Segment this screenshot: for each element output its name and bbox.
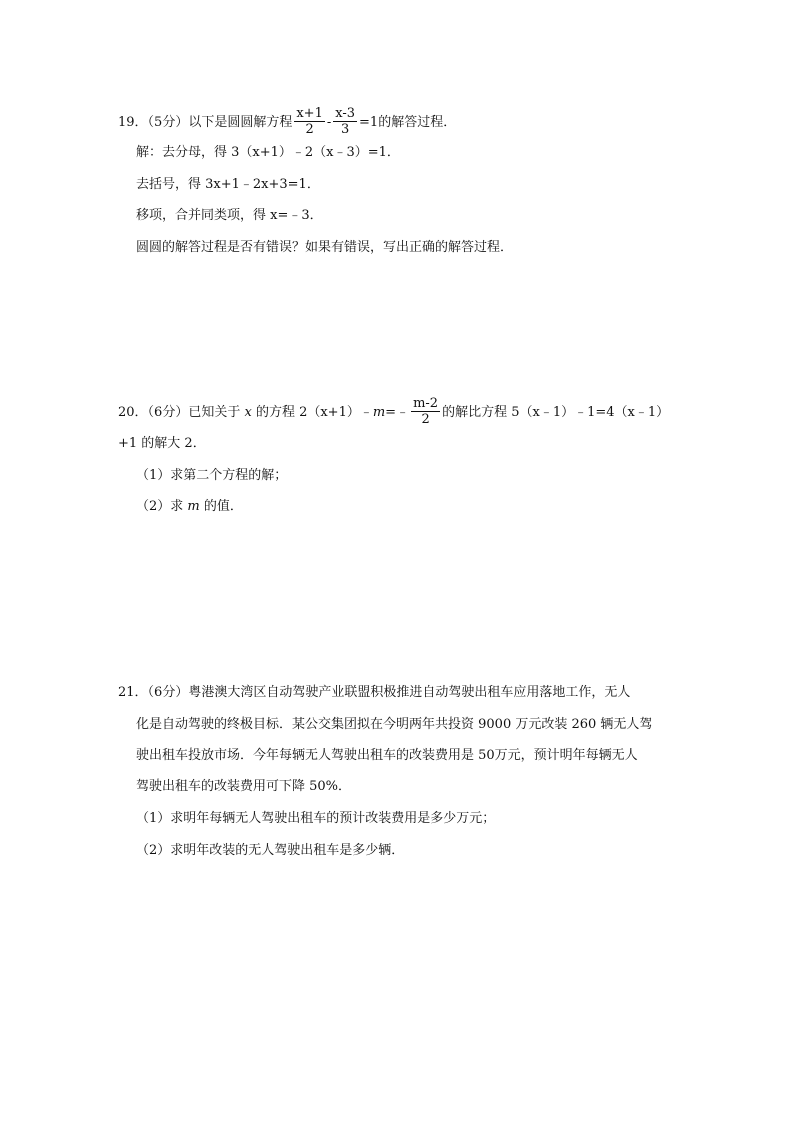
q20-fraction-numerator: m-2 (413, 396, 439, 411)
q19-fraction-2 (333, 106, 357, 137)
q20-text-c: =﹣ (385, 405, 410, 420)
q20-sub-2-a: （2）求 (136, 499, 188, 514)
q19-fraction-1 (294, 106, 325, 137)
q20-fraction (411, 396, 440, 427)
q19-fraction-2-numerator: x-3 (335, 106, 356, 121)
q21-points: （6分） (147, 685, 189, 700)
q21-line-3: 驶出租车投放市场．今年每辆无人驾驶出租车的改装费用是 50万元，预计明年每辆无人 (136, 748, 638, 763)
q20-sub-2-var: m (187, 499, 200, 514)
q19-rhs: =1的解答过程． (359, 115, 457, 130)
q20-sub-2 (136, 498, 243, 516)
q20-var-x: x (244, 405, 252, 420)
q21-sub-1: （1）求明年每辆无人驾驶出租车的预计改装费用是多少万元； (136, 811, 496, 826)
q20-text-b: 的方程 2（x+1）﹣ (251, 405, 373, 420)
q19-lead: 以下是圆圆解方程 (188, 115, 293, 130)
q21-sub-2: （2）求明年改装的无人驾驶出租车是多少辆． (136, 843, 405, 858)
q19-points: （5分） (147, 115, 189, 130)
q20-text-d: 的解比方程 5（x﹣1）﹣1=4（x﹣1） (442, 405, 670, 420)
q20-fraction-denominator: 2 (421, 412, 430, 427)
q20-text-a: 已知关于 (188, 405, 245, 420)
q20-header (118, 397, 669, 428)
q20-number: 20． (118, 405, 148, 420)
q19-number: 19． (118, 115, 148, 130)
q19-step-2: 去括号，得 3x+1﹣2x+3=1． (136, 177, 320, 192)
q21-line-4: 驾驶出租车的改装费用可下降 50%． (136, 779, 352, 794)
q21-line-1: 粤港澳大湾区自动驾驶产业联盟积极推进自动驾驶出租车应用落地工作，无人 (188, 685, 631, 700)
q21-line-2: 化是自动驾驶的终极目标．某公交集团拟在今明两年共投资 9000 万元改装 260 辆无人驾 (136, 717, 653, 732)
q19-minus: - (326, 115, 332, 130)
q19-step-1: 解：去分母，得 3（x+1）﹣2（x﹣3）=1． (136, 145, 400, 160)
q19-fraction-1-denominator: 2 (305, 122, 314, 137)
q21-header (118, 684, 630, 702)
q20-sub-1: （1）求第二个方程的解； (136, 468, 288, 483)
q19-fraction-1-numerator: x+1 (296, 106, 323, 121)
q20-line-2: +1 的解大 2． (118, 436, 206, 451)
q19-fraction-2-denominator: 3 (341, 122, 350, 137)
q21-number: 21． (118, 685, 148, 700)
q20-sub-2-b: 的值． (199, 499, 243, 514)
q20-points: （6分） (147, 405, 189, 420)
q20-var-m: m (372, 405, 386, 420)
q19-step-3: 移项，合并同类项，得 x=﹣3． (136, 208, 323, 223)
q19-question: 圆圆的解答过程是否有错误？如果有错误，写出正确的解答过程． (136, 240, 514, 255)
q19-header (118, 107, 456, 138)
